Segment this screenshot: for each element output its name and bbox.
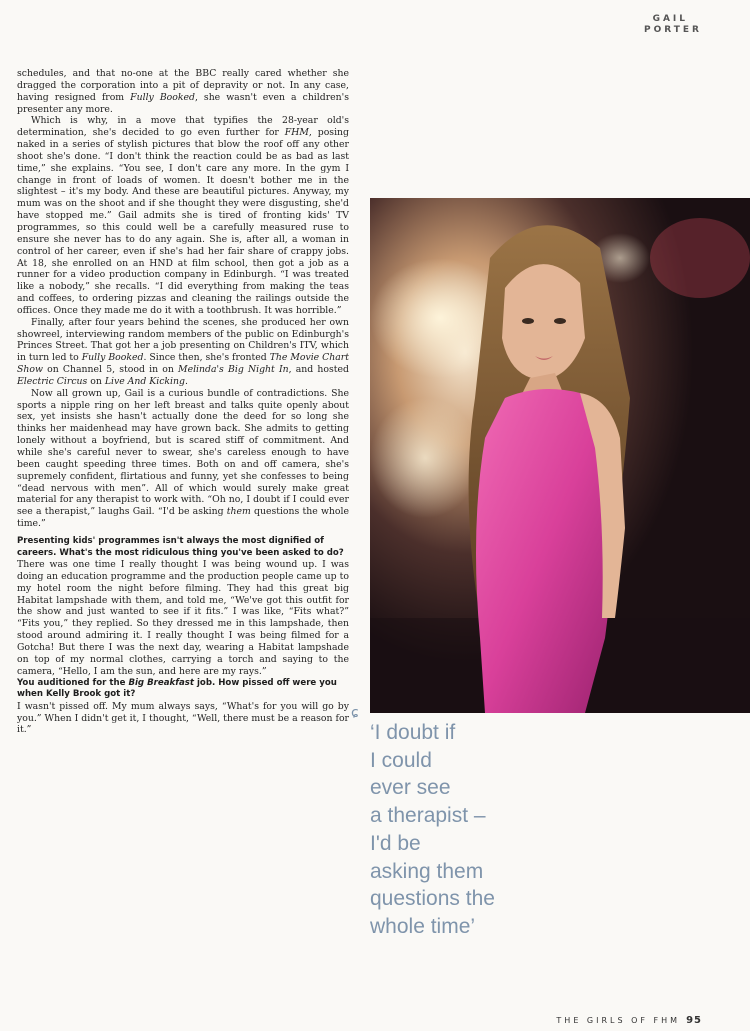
italic-title: Fully Booked — [130, 91, 195, 103]
interview-question-2 — [17, 678, 349, 701]
interview-question-1: Presenting kids' programmes isn't always the most dignified of careers. What's the most ridiculous thing you've been asked to do? — [17, 535, 344, 558]
portrait-illustration — [370, 198, 750, 713]
italic-title: Big Breakfast — [128, 677, 194, 688]
pull-quote-line: questions the — [370, 887, 495, 911]
italic-title: Live And Kicking — [104, 375, 185, 387]
article-body — [17, 68, 349, 736]
pull-quote-line: asking them — [370, 859, 484, 883]
footer-label: THE GIRLS OF FHM — [556, 1016, 681, 1025]
running-head-first-name: GAIL — [652, 14, 688, 24]
pull-quote-line: whole time’ — [370, 914, 476, 938]
paragraph-3 — [17, 317, 349, 388]
text: Finally, after four years behind the scenes, she produced her own showreel, interviewing random members of the public on Edinburgh's Princes Street. That got her a job presenting on Children's ITV, which in turn led to — [17, 316, 349, 364]
pull-quote-line: ever see — [370, 776, 451, 800]
italic-title: FHM — [284, 127, 309, 139]
text: , she wasn't even a children's presenter any more. — [17, 91, 349, 115]
page-footer — [556, 1015, 702, 1026]
interview-answer-2: I wasn't pissed off. My mum always says, “What's for you will go by you.” When I didn't get it, I thought, “Well, there must be a reason for it.” — [17, 700, 349, 736]
portrait-photo — [370, 198, 750, 713]
text: job. How pissed off were you when Kelly Brook got it? — [17, 677, 337, 700]
text: on Channel 5, stood in on — [47, 364, 174, 376]
pull-quote-line: a therapist – — [370, 804, 486, 828]
pull-quote-line: I'd be — [370, 831, 421, 855]
text: , and hosted — [288, 364, 349, 376]
pull-quote-mark: ɕ — [351, 705, 359, 721]
italic-title: Melinda's Big Night In — [178, 364, 289, 376]
page-number: 95 — [686, 1015, 702, 1026]
paragraph-4 — [17, 388, 349, 530]
running-head-last-name: PORTER — [644, 25, 702, 35]
pull-quote — [370, 719, 570, 941]
italic-word: them — [226, 506, 251, 518]
running-head — [644, 14, 702, 36]
text: on — [90, 375, 102, 387]
pull-quote-line: I could — [370, 748, 432, 772]
italic-title: The Movie Chart Show — [17, 352, 349, 376]
italic-title: Fully Booked — [81, 352, 144, 364]
text: schedules, and that no-one at the BBC really cared whether she dragged the corporation into a pit of depravity or not. In any case, having resigned from — [17, 68, 349, 103]
italic-title: Electric Circus — [17, 375, 88, 387]
interview-answer-1: There was one time I really thought I was being wound up. I was doing an education programme and the production people came up to my hotel room the night before filming. They had this great big Habitat lampshade with them, and told me, “We've got this outfit for the show and just wanted to see if it fits.” I was like, “Fits what?” “Fits you,” they replied. So they dressed me in this lampshade, then stood around admiring it. I really thought I was being filmed for a Gotcha! But there I was the next day, wearing a Habitat lampshade on top of my normal clothes, carrying a torch and saying to the camera, “Hello, I am the sun, and here are my rays.” — [17, 559, 349, 677]
text: You auditioned for the — [17, 677, 126, 688]
paragraph-1 — [17, 68, 349, 115]
paragraph-2 — [17, 115, 349, 316]
text: . Since then, she's fronted — [143, 352, 267, 364]
text: questions the whole time.” — [17, 506, 349, 530]
pull-quote-line: ‘I doubt if — [370, 721, 456, 744]
text: Which is why, in a move that typifies the 28-year old's determination, she's decided to go even further for — [17, 115, 349, 139]
text: Now all grown up, Gail is a curious bundle of contradictions. She sports a nipple ring on her left breast and talks quite openly about sex, yet insists she hasn't actually done the deed for so long she thinks her maidenhead may have grown back. She admits to getting lonely without a boyfriend, but is scared stiff of commitment. And while she's careful never to swear, she's careless enough to have been caught speeding three times. Both on and off camera, she's supremely confident, flirtatious and funny, yet she confesses to being “dead nervous with men”. All of which would surely make great material for any therapist to work with. “Oh no, I doubt if I could ever see a therapist,” laughs Gail. “I'd be asking — [17, 387, 349, 518]
text: , posing naked in a series of stylish pictures that blow the roof off any other shoot she's done. “I don't think the reaction could be as bad as last time,” she explains. “You see, I don't care any more. In the gym I change in front of loads of women. It doesn't bother me in the slightest – it's my body. And these are beautiful pictures. Anyway, my mum was on the shoot and if she thought they were disgusting, she'd have stopped me.” Gail admits she is tired of fronting kids' TV programmes, so this could well be a carefully measured ruse to ensure she never has to do any again. She is, after all, a woman in control of her career, even if she's had her fair share of crappy jobs. At 18, she enrolled on an HND at film school, then got a job as a runner for a video production company in Edinburgh. “I was treated like a nobody,” she recalls. “I did everything from making the teas and coffees, to ordering pizzas and cleaning the railings outside the offices. Once they made me do it with a toothbrush. It was horrible.” — [17, 127, 349, 316]
text: . — [184, 375, 188, 387]
